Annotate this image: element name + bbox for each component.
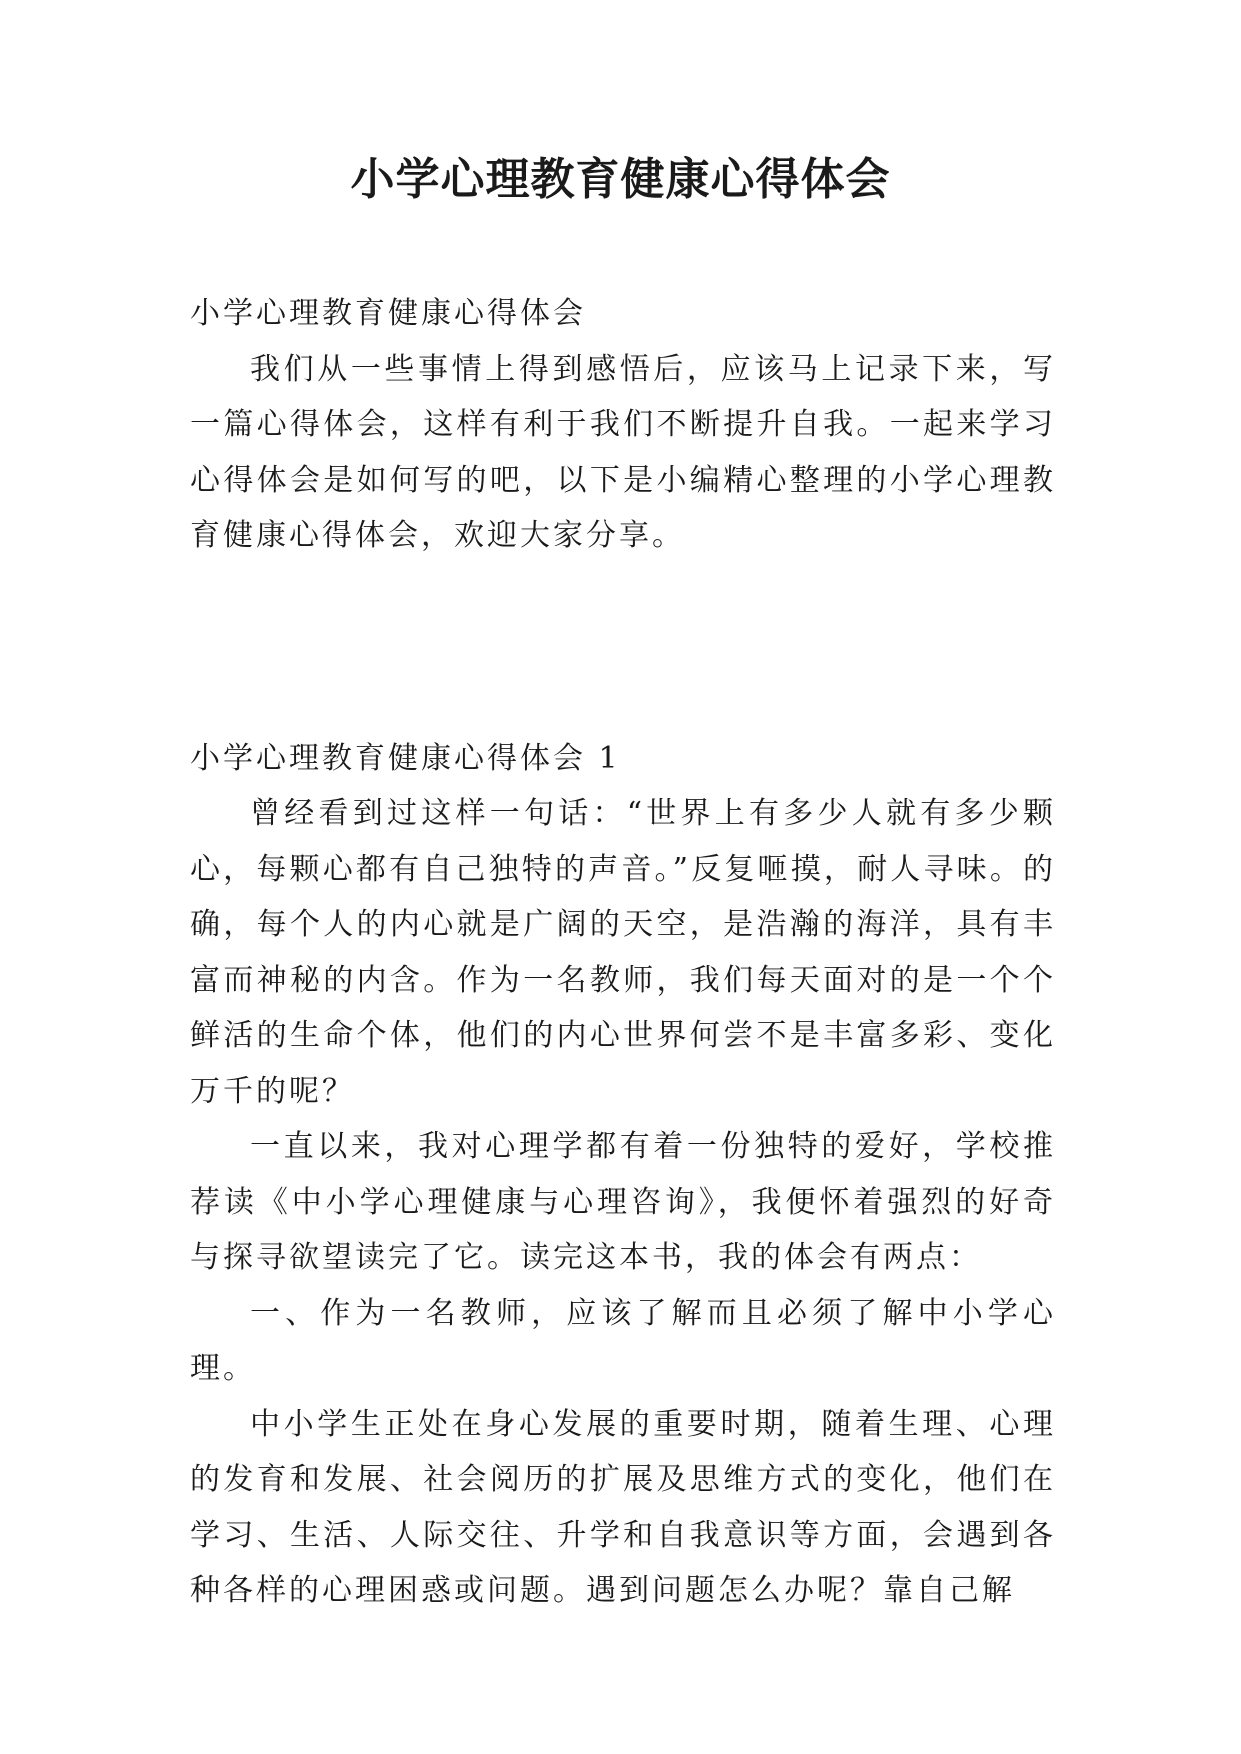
document-body (190, 286, 1056, 1619)
document-title: 小学心理教育健康心得体会 (350, 154, 891, 205)
section1-paragraph-4: 中小学生正处在身心发展的重要时期，随着生理、心理的发育和发展、社会阅历的扩展及思维方式的变化，他们在学习、生活、人际交往、升学和自我意识等方面，会遇到各种各样的心理困惑或问题。遇到问题怎么办呢？靠自己解 (190, 1406, 1056, 1608)
intro-heading: 小学心理教育健康心得体会 (190, 296, 586, 331)
section1-paragraph-2: 一直以来，我对心理学都有着一份独特的爱好，学校推荐读《中小学心理健康与心理咨询》，我便怀着强烈的好奇与探寻欲望读完了它。读完这本书，我的体会有两点： (190, 1129, 1056, 1275)
section1-heading: 小学心理教育健康心得体会 1 (190, 740, 621, 776)
section1-paragraph-3: 一、作为一名教师，应该了解而且必须了解中小学心理。 (190, 1295, 1056, 1386)
section1-paragraph-1: 曾经看到过这样一句话：“世界上有多少人就有多少颗心，每颗心都有自己独特的声音。”反复咂摸，耐人寻味。的确，每个人的内心就是广阔的天空，是浩瀚的海洋，具有丰富而神秘的内含。作为一名教师，我们每天面对的是一个个鲜活的生命个体，他们的内心世界何尝不是丰富多彩、变化万千的呢？ (190, 796, 1056, 1109)
section-spacer (190, 564, 1056, 731)
intro-paragraph: 我们从一些事情上得到感悟后，应该马上记录下来，写一篇心得体会，这样有利于我们不断提升自我。一起来学习心得体会是如何写的吧，以下是小编精心整理的小学心理教育健康心得体会，欢迎大家分享。 (190, 351, 1056, 553)
